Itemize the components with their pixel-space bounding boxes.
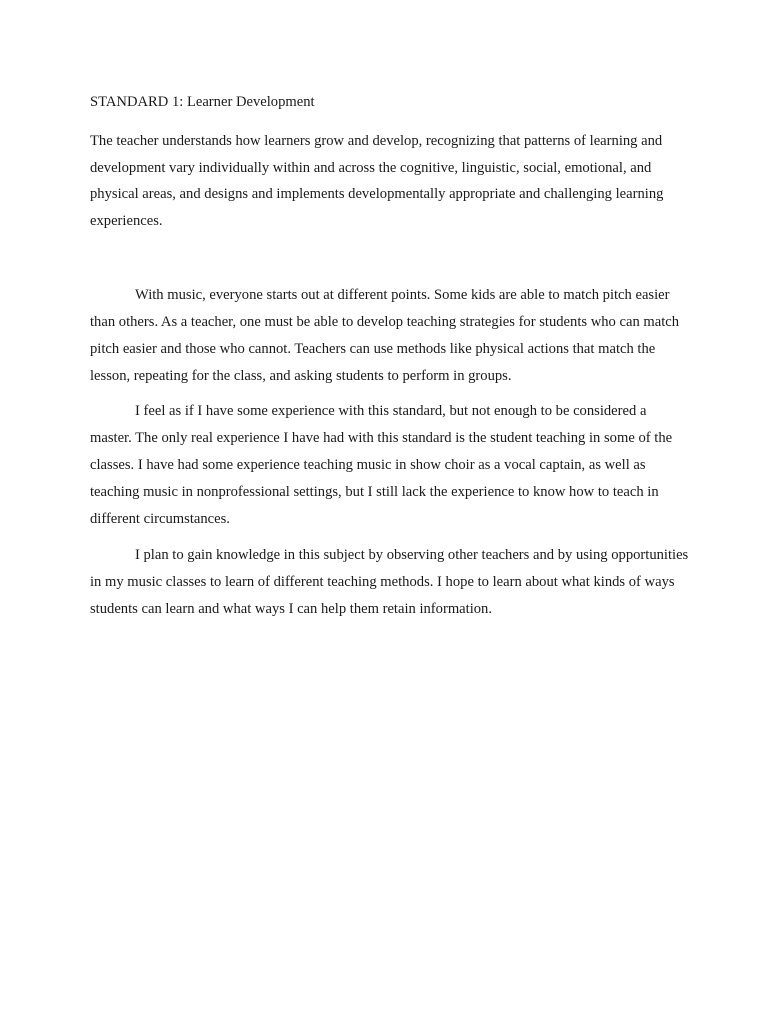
body-paragraph-2: I feel as if I have some experience with this standard, but not enough to be considered a master. The only real experience I have had with this standard is the student teaching in some of the classes. I have had some experience teaching music in show choir as a vocal captain, as well as teaching music in nonprofessional settings, but I still lack the experience to know how to teach in different circumstances.: [90, 403, 673, 527]
body-paragraph-3: I plan to gain knowledge in this subject by observing other teachers and by using opportunities in my music classes to learn of different teaching methods. I hope to learn about what kinds of ways students can learn and what ways I can help them retain information.: [90, 547, 689, 617]
standard-description: The teacher understands how learners grow and develop, recognizing that patterns of learning and development vary individually within and across the cognitive, linguistic, social, emotional, and physical areas, and designs and implements developmentally appropriate and challenging learning experiences.: [90, 133, 664, 230]
body-paragraph-1: With music, everyone starts out at different points. Some kids are able to match pitch easier than others. As a teacher, one must be able to develop teaching strategies for students who can match pitch easier and those who cannot. Teachers can use methods like physical actions that match the lesson, repeating for the class, and asking students to perform in groups.: [90, 287, 680, 384]
page-title: STANDARD 1: Learner Development: [90, 94, 315, 110]
